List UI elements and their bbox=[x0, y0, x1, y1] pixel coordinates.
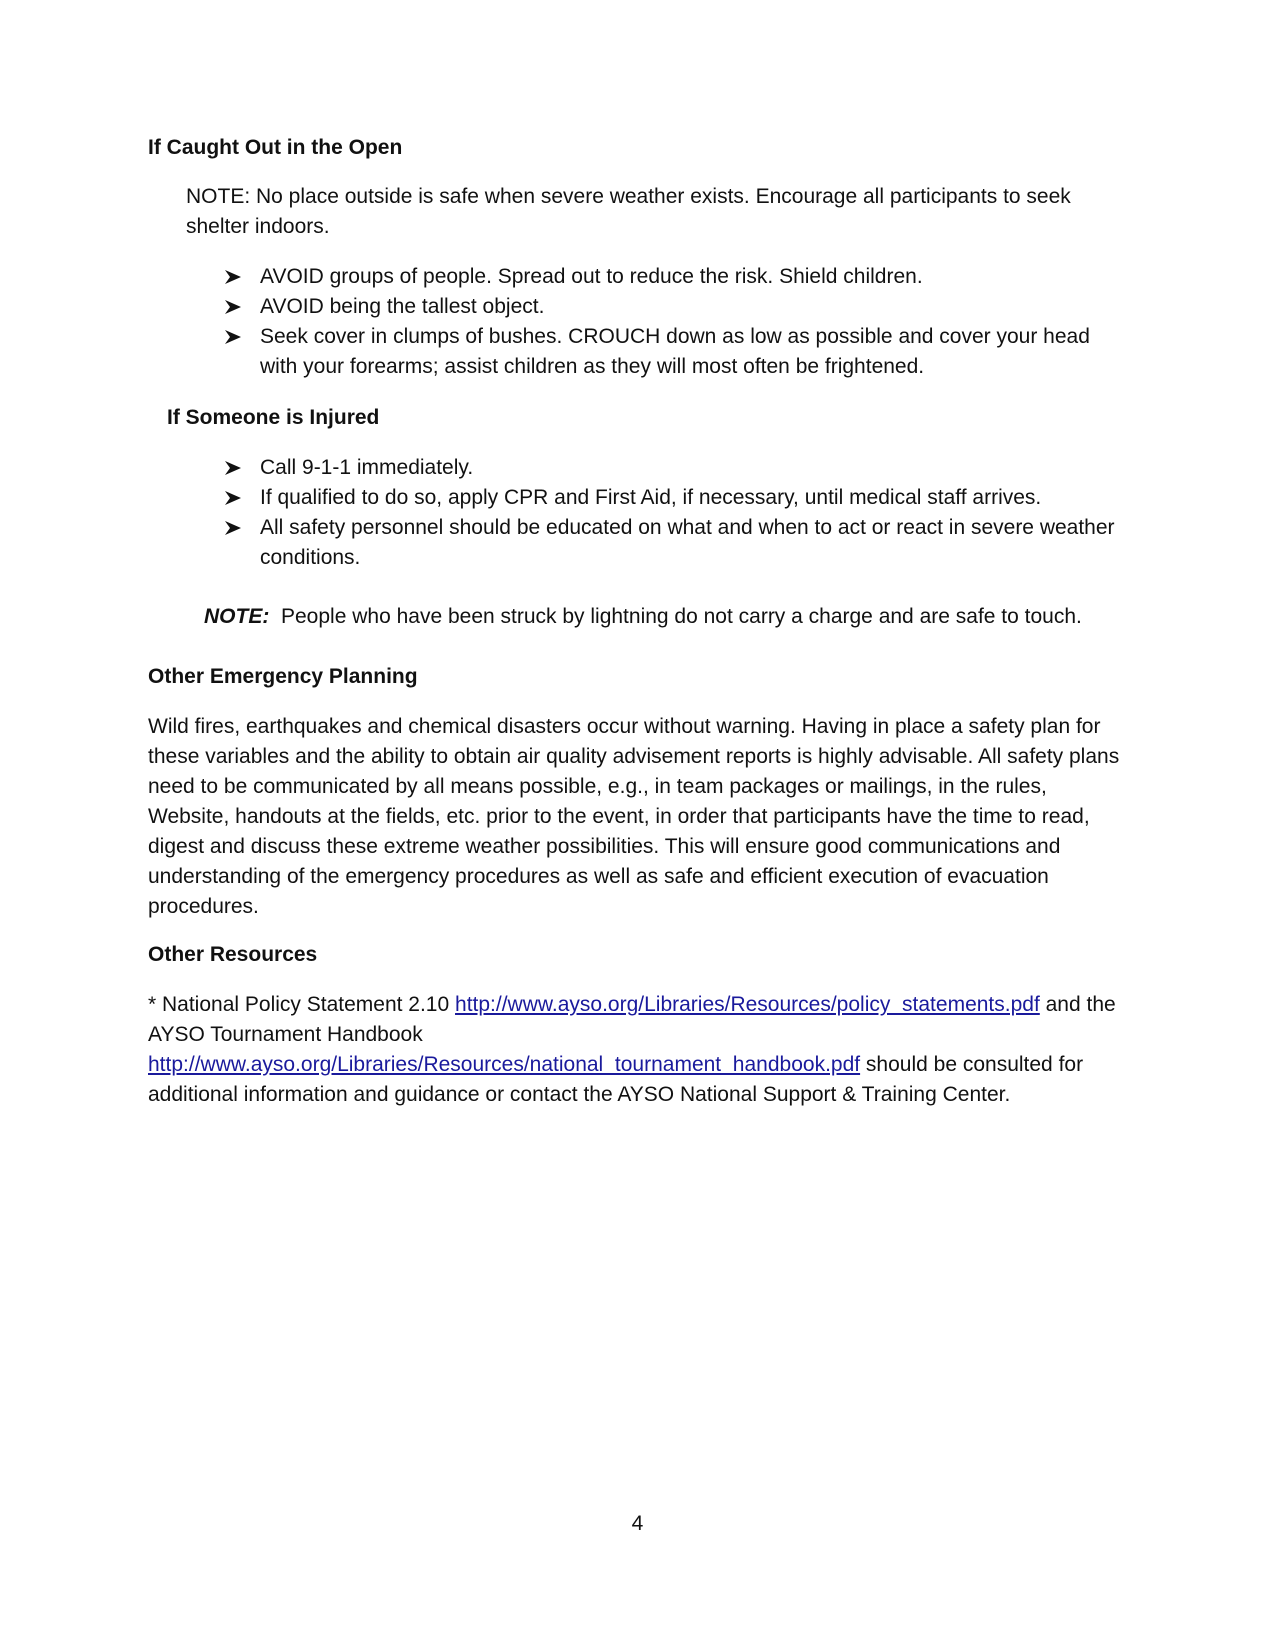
bullet-text: Seek cover in clumps of bushes. CROUCH down as low as possible and cover your head with your forearms; assist children as they will most often be frightened. bbox=[260, 325, 1090, 378]
list-item bbox=[224, 513, 1120, 573]
resources-text-2: and the AYSO Tournament Handbook bbox=[148, 993, 1116, 1046]
arrowhead-bullet-icon bbox=[224, 513, 244, 543]
injured-bullet-list bbox=[224, 453, 1124, 573]
arrowhead-bullet-icon bbox=[224, 262, 244, 292]
list-item bbox=[224, 483, 1124, 513]
note-caught-out: NOTE: No place outside is safe when severe weather exists. Encourage all participants to seek shelter indoors. bbox=[186, 185, 1071, 238]
note-label: NOTE: bbox=[204, 605, 270, 628]
heading-caught-out: If Caught Out in the Open bbox=[148, 136, 403, 159]
arrowhead-bullet-icon bbox=[224, 453, 244, 483]
arrowhead-bullet-icon bbox=[224, 483, 244, 513]
arrowhead-bullet-icon bbox=[224, 292, 244, 322]
page-number: 4 bbox=[631, 1512, 644, 1535]
list-item bbox=[224, 292, 1104, 322]
bullet-text: AVOID being the tallest object. bbox=[260, 295, 545, 318]
bullet-text: If qualified to do so, apply CPR and First Aid, if necessary, until medical staff arrives. bbox=[260, 486, 1042, 509]
resources-paragraph bbox=[148, 990, 1123, 1110]
note-text: People who have been struck by lightning do not carry a charge and are safe to touch. bbox=[281, 605, 1082, 628]
lightning-note bbox=[204, 602, 1082, 632]
bullet-text: Call 9-1-1 immediately. bbox=[260, 456, 474, 479]
list-item bbox=[224, 262, 1104, 292]
resources-text-3: should be consulted for additional information and guidance or contact the AYSO National Support & Training Center. bbox=[148, 1053, 1084, 1106]
heading-other-resources: Other Resources bbox=[148, 943, 318, 966]
resources-text-1: * National Policy Statement 2.10 bbox=[148, 993, 456, 1016]
heading-emergency-planning: Other Emergency Planning bbox=[148, 665, 418, 688]
bullet-text: AVOID groups of people. Spread out to reduce the risk. Shield children. bbox=[260, 265, 923, 288]
list-item bbox=[224, 322, 1104, 382]
heading-injured: If Someone is Injured bbox=[167, 406, 380, 429]
arrowhead-bullet-icon bbox=[224, 322, 244, 352]
caught-out-bullet-list bbox=[224, 262, 1104, 382]
tournament-handbook-link[interactable]: http://www.ayso.org/Libraries/Resources/national_tournament_handbook.pdf bbox=[148, 1053, 861, 1076]
list-item bbox=[224, 453, 1124, 483]
policy-statements-link[interactable]: http://www.ayso.org/Libraries/Resources/policy_statements.pdf bbox=[455, 993, 1040, 1016]
emergency-planning-paragraph: Wild fires, earthquakes and chemical disasters occur without warning. Having in place a safety plan for these variables and the ability to obtain air quality advisement reports is highly advisable. All safety plans need to be communicated by all means possible, e.g., in team packages or mailings, in the rules, Website, handouts at the fields, etc. prior to the event, in order that participants have the time to read, digest and discuss these extreme weather possibilities. This will ensure good communications and understanding of the emergency procedures as well as safe and efficient execution of evacuation procedures. bbox=[148, 715, 1120, 918]
bullet-text: All safety personnel should be educated on what and when to act or react in severe weather conditions. bbox=[260, 516, 1115, 569]
